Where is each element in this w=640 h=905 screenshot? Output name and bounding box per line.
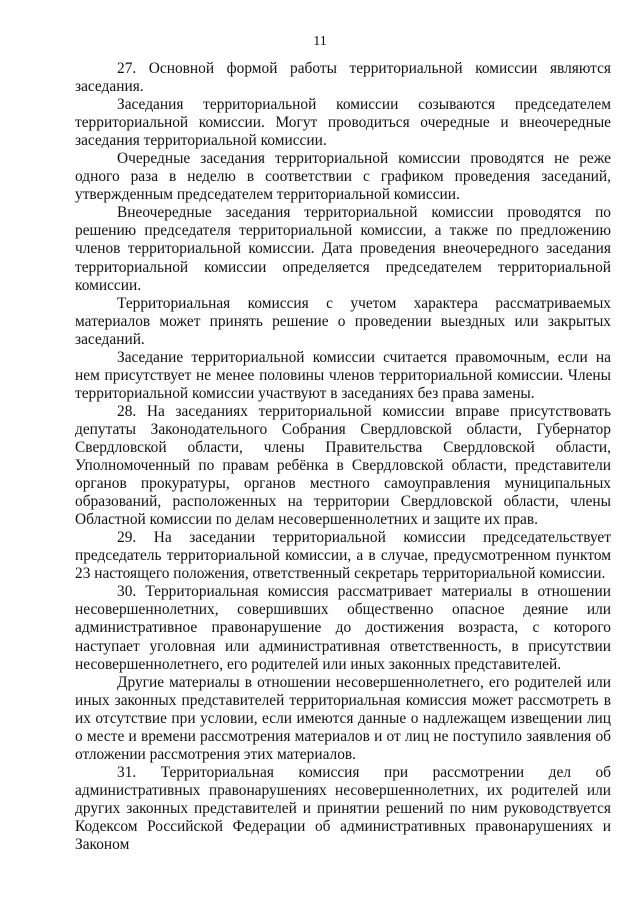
paragraph-meetings-convened: Заседания территориальной комиссии созываются председателем территориальной комиссии. Могут проводиться очередные и внеочередные заседания территориальной комиссии. (75, 96, 611, 150)
paragraph-quorum: Заседание территориальной комиссии считается правомочным, если на нем присутствует не менее половины членов территориальной комиссии. Члены территориальной комиссии участвуют в заседаниях без права замены. (75, 348, 611, 402)
paragraph-30-materials: 30. Территориальная комиссия рассматривает материалы в отношении несовершеннолетних, совершивших общественно опасное деяние или административное правонарушение до достижения возраста, с которого наступает уголовная или административная ответственность, в присутствии несовершеннолетнего, его родителей или иных законных представителей. (75, 583, 611, 673)
paragraph-29-chairing: 29. На заседании территориальной комиссии председательствует председатель территориальной комиссии, а в случае, предусмотренном пунктом 23 настоящего положения, ответственный секретарь территориальной комиссии. (75, 529, 611, 583)
paragraph-regular-meetings: Очередные заседания территориальной комиссии проводятся не реже одного раза в неделю в соответствии с графиком проведения заседаний, утвержденным председателем территориальной комиссии. (75, 150, 611, 204)
paragraph-27-main-form: 27. Основной формой работы территориальной комиссии являются заседания. (75, 60, 611, 96)
paragraph-other-materials: Другие материалы в отношении несовершеннолетнего, его родителей или иных законных представителей территориальная комиссия может рассмотреть в их отсутствие при условии, если имеются данные о надлежащем извещении лиц о месте и времени рассмотрения материалов и от лиц не поступило заявления об отложении рассмотрения этих материалов. (75, 673, 611, 763)
paragraph-extraordinary-meetings: Внеочередные заседания территориальной комиссии проводятся по решению председателя территориальной комиссии, а также по предложению членов территориальной комиссии. Дата проведения внеочередного заседания территориальной комиссии определяется председателем территориальной комиссии. (75, 204, 611, 294)
paragraph-28-attendees: 28. На заседаниях территориальной комиссии вправе присутствовать депутаты Законодательного Собрания Свердловской области, Губернатор Свердловской области, члены Правительства Свердловской области, Уполномоченный по правам ребёнка в Свердловской области, представители органов прокуратуры, органов местного самоуправления муниципальных образований, расположенных на территории Свердловской области, члены Областной комиссии по делам несовершеннолетних и защите их прав. (75, 402, 611, 529)
page-number: 11 (313, 34, 327, 49)
paragraph-31-administrative-cases: 31. Территориальная комиссия при рассмотрении дел об административных правонарушениях несовершеннолетних, их родителей или других законных представителей и принятии решений по ним руководствуется Кодексом Российской Федерации об административных правонарушениях и Законом (75, 763, 611, 854)
document-body (75, 60, 611, 854)
paragraph-offsite-closed-meetings: Территориальная комиссия с учетом характера рассматриваемых материалов может принять решение о проведении выездных или закрытых заседаний. (75, 294, 611, 348)
